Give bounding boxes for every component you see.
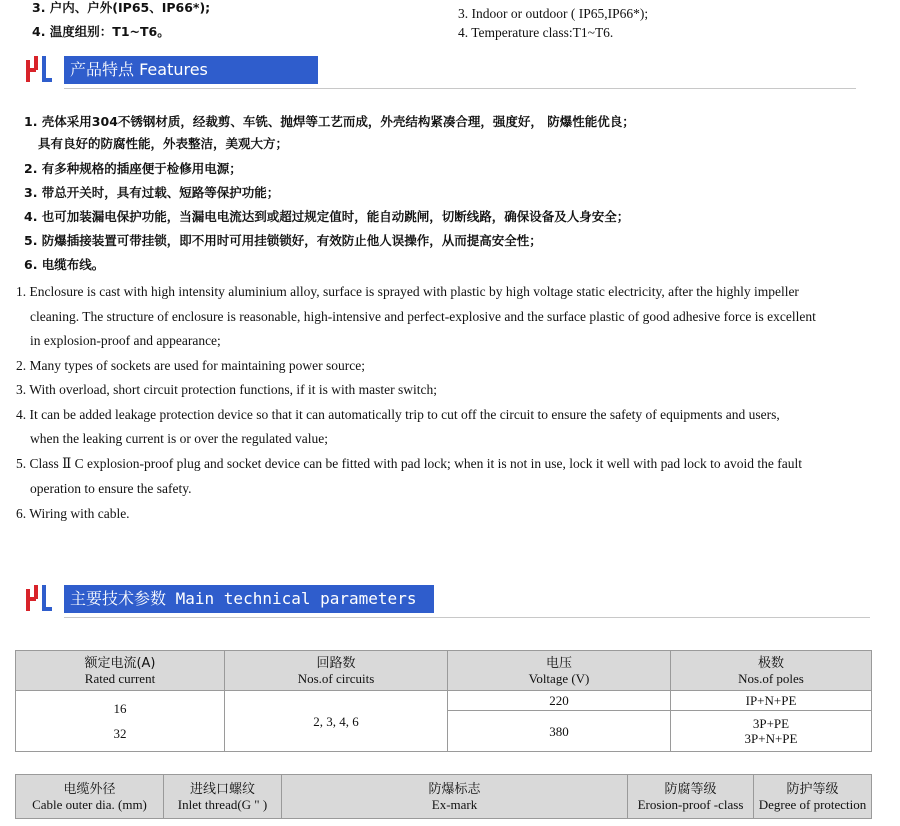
brand-logo-icon [22, 583, 54, 615]
feature-en-line: 5. Class Ⅱ C explosion-proof plug and socket device can be fitted with pad lock; when it is not in use, lock it well with pad lock to avoid the fault [16, 456, 803, 471]
poles-3p-pe: 3P+PE [752, 716, 790, 731]
feature-en-line: when the leaking current is or over the regulated value; [30, 431, 329, 446]
table2-header-row [16, 775, 872, 819]
feature-en-line: operation to ensure the safety. [30, 481, 192, 496]
features-divider [64, 88, 856, 89]
circuits-cell: 2, 3, 4, 6 [225, 691, 448, 752]
top-right-item-3: 3. Indoor or outdoor ( IP65,IP66*); [458, 6, 649, 21]
params-divider [64, 617, 870, 618]
feature-cn-line: 2. 有多种规格的插座便于检修用电源； [24, 161, 242, 176]
features-section-header [22, 54, 872, 86]
top-right-item-4: 4. Temperature class:T1~T6. [458, 25, 614, 40]
current-32: 32 [113, 726, 127, 741]
feature-cn-line: 3. 带总开关时，具有过载、短路等保护功能； [24, 185, 280, 200]
header-circuits: 回路数 Nos.of circuits [225, 651, 448, 691]
header-cable-dia: 电缆外径 Cable outer dia. (mm) [16, 775, 164, 819]
feature-cn-line: 6. 电缆布线。 [24, 257, 105, 272]
header-rated-current: 额定电流(A) Rated current [16, 651, 225, 691]
header-inlet-thread: 进线口螺纹 Inlet thread(G " ) [164, 775, 282, 819]
table-row [16, 691, 872, 711]
header-ex-mark: 防爆标志 Ex-mark [282, 775, 628, 819]
feature-en-line: 4. It can be added leakage protection device so that it can automatically trip to cut off the circuit to ensure the safety of equipments and users, [16, 407, 780, 422]
feature-en-line: 2. Many types of sockets are used for maintaining power source; [16, 358, 366, 373]
poles-220-cell: IP+N+PE [671, 691, 872, 711]
top-left-item-4: 4. 温度组别：T1~T6。 [32, 24, 170, 39]
feature-cn-line: 具有良好的防腐性能，外表整洁，美观大方； [38, 136, 289, 151]
poles-380-cell [671, 711, 872, 752]
params-heading: 主要技术参数 Main technical parameters [64, 585, 434, 613]
feature-en-line: cleaning. The structure of enclosure is reasonable, high-intensive and perfect-explosive and the surface plastic of good adhesive force is excellent [30, 309, 816, 324]
features-heading: 产品特点 Features [64, 56, 318, 84]
feature-en-line: 6. Wiring with cable. [16, 506, 130, 521]
header-voltage: 电压 Voltage (V) [448, 651, 671, 691]
header-erosion-class: 防腐等级 Erosion-proof -class [628, 775, 754, 819]
poles-3p-n-pe: 3P+N+PE [744, 731, 798, 746]
voltage-380-cell: 380 [448, 711, 671, 752]
feature-en-line: in explosion-proof and appearance; [30, 333, 221, 348]
header-protection-degree: 防护等级 Degree of protection [754, 775, 872, 819]
brand-logo-icon [22, 54, 54, 86]
feature-cn-line: 1. 壳体采用304不锈钢材质，经裁剪、车铣、抛焊等工艺而成，外壳结构紧凑合理，强度好， 防爆性能优良； [24, 114, 635, 129]
feature-cn-line: 5. 防爆插接装置可带挂锁，即不用时可用挂锁锁好，有效防止他人误操作，从而提高安全性； [24, 233, 542, 248]
params-section-header [22, 583, 872, 615]
top-left-item-3: 3. 户内、户外(IP65、IP66*); [32, 0, 211, 15]
feature-en-line: 1. Enclosure is cast with high intensity aluminium alloy, surface is sprayed with plastic by high voltage static electricity, after the highly impeller [16, 284, 799, 299]
current-16: 16 [113, 701, 127, 716]
feature-en-line: 3. With overload, short circuit protection functions, if it is with master switch; [16, 382, 438, 397]
header-poles: 极数 Nos.of poles [671, 651, 872, 691]
params-table-2 [15, 774, 872, 819]
current-cell [16, 691, 225, 752]
params-table-1 [15, 650, 872, 752]
feature-cn-line: 4. 也可加装漏电保护功能，当漏电电流达到或超过规定值时，能自动跳闸，切断线路，确保设备及人身安全； [24, 209, 630, 224]
table1-header-row [16, 651, 872, 691]
voltage-220-cell: 220 [448, 691, 671, 711]
